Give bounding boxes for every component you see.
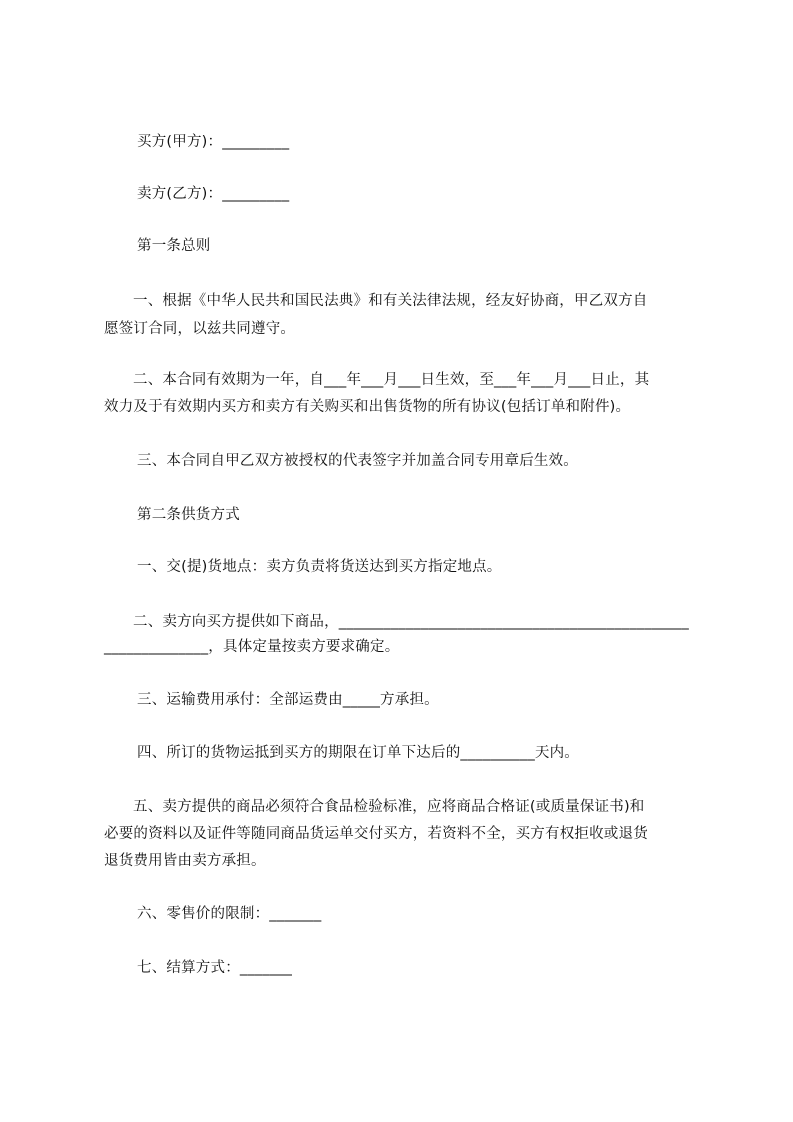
article-2-clause-5-line-3: 退货费用皆由卖方承担。 [104, 853, 266, 869]
article-2-clause-3: 三、运输费用承付：全部运费由_____方承担。 [137, 692, 439, 708]
article-1-clause-3: 三、本合同自甲乙双方被授权的代表签字并加盖合同专用章后生效。 [137, 453, 578, 469]
article-2-clause-7: 七、结算方式：_______ [137, 960, 293, 976]
article-2-clause-2-line-2: ______________，具体定量按卖方要求确定。 [104, 639, 400, 655]
article-2-clause-1: 一、交(提)货地点：卖方负责将货送达到买方指定地点。 [137, 559, 502, 575]
article-1-clause-2-line-2: 效力及于有效期内买方和卖方有关购买和出售货物的所有协议(包括订单和附件)。 [104, 399, 631, 415]
buyer-party-line: 买方(甲方)：_________ [137, 134, 290, 150]
article-2-clause-2-line-1: 二、卖方向买方提供如下商品，_______________________________________________ [133, 614, 689, 630]
article-2-clause-5-line-2: 必要的资料以及证件等随同商品货运单交付买方，若资料不全，买方有权拒收或退货 [104, 826, 648, 842]
article-1-clause-2-line-1: 二、本合同有效期为一年，自___年___月___日生效，至___年___月___日止，其 [133, 372, 650, 388]
seller-party-line: 卖方(乙方)：_________ [137, 186, 290, 202]
article-1-clause-1-line-1: 一、根据《中华人民共和国民法典》和有关法律法规，经友好协商，甲乙双方自 [133, 293, 648, 309]
article-2-clause-6: 六、零售价的限制：_______ [137, 906, 322, 922]
article-2-title: 第二条供货方式 [137, 507, 240, 523]
article-2-clause-4: 四、所订的货物运抵到买方的期限在订单下达后的__________天内。 [137, 745, 579, 761]
article-2-clause-5-line-1: 五、卖方提供的商品必须符合食品检验标准，应将商品合格证(或质量保证书)和 [133, 799, 645, 815]
article-1-title: 第一条总则 [137, 238, 211, 254]
article-1-clause-1-line-2: 愿签订合同，以兹共同遵守。 [104, 321, 296, 337]
